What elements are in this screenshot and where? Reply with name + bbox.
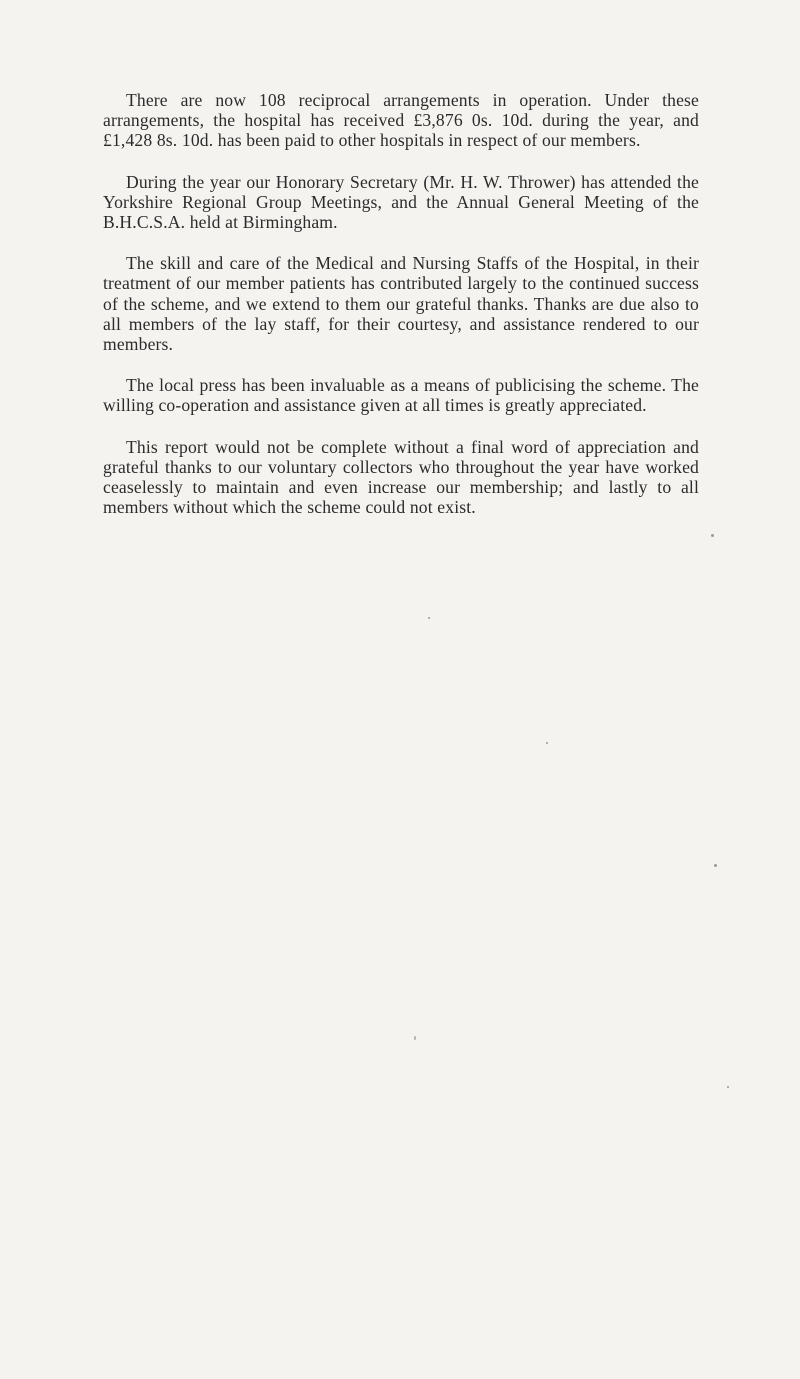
- paragraph-medical-nursing-staffs: The skill and care of the Medical and Nursing Staffs of the Hospital, in their treatment of our member patients has contributed largely to the continued success of the scheme, and we extend to them our grateful thanks. Thanks are due also to all members of the lay staff, for their courtesy, and assistance rendered to our members.: [103, 253, 699, 355]
- paper-speck: [711, 534, 714, 537]
- paper-speck: [428, 617, 430, 619]
- paper-speck: [714, 864, 717, 867]
- paper-speck: [727, 1086, 729, 1088]
- paragraph-reciprocal-arrangements: There are now 108 reciprocal arrangements in operation. Under these arrangements, the hospital has received £3,876 0s. 10d. during the year, and £1,428 8s. 10d. has been paid to other hospitals in respect of our members.: [103, 90, 699, 151]
- paper-speck: [414, 1036, 416, 1040]
- report-body: [103, 90, 699, 538]
- paragraph-final-appreciation: This report would not be complete without a final word of appreciation and grateful thanks to our voluntary collectors who throughout the year have worked ceaselessly to maintain and even increase our membership; and lastly to all members without which the scheme could not exist.: [103, 436, 699, 518]
- paragraph-honorary-secretary: During the year our Honorary Secretary (Mr. H. W. Thrower) has attended the Yorkshire Regional Group Meetings, and the Annual General Meeting of the B.H.C.S.A. held at Birmingham.: [103, 171, 699, 233]
- paragraph-local-press: The local press has been invaluable as a means of publicising the scheme. The willing co-operation and assistance given at all times is greatly appreciated.: [103, 375, 699, 416]
- paper-speck: [546, 742, 548, 744]
